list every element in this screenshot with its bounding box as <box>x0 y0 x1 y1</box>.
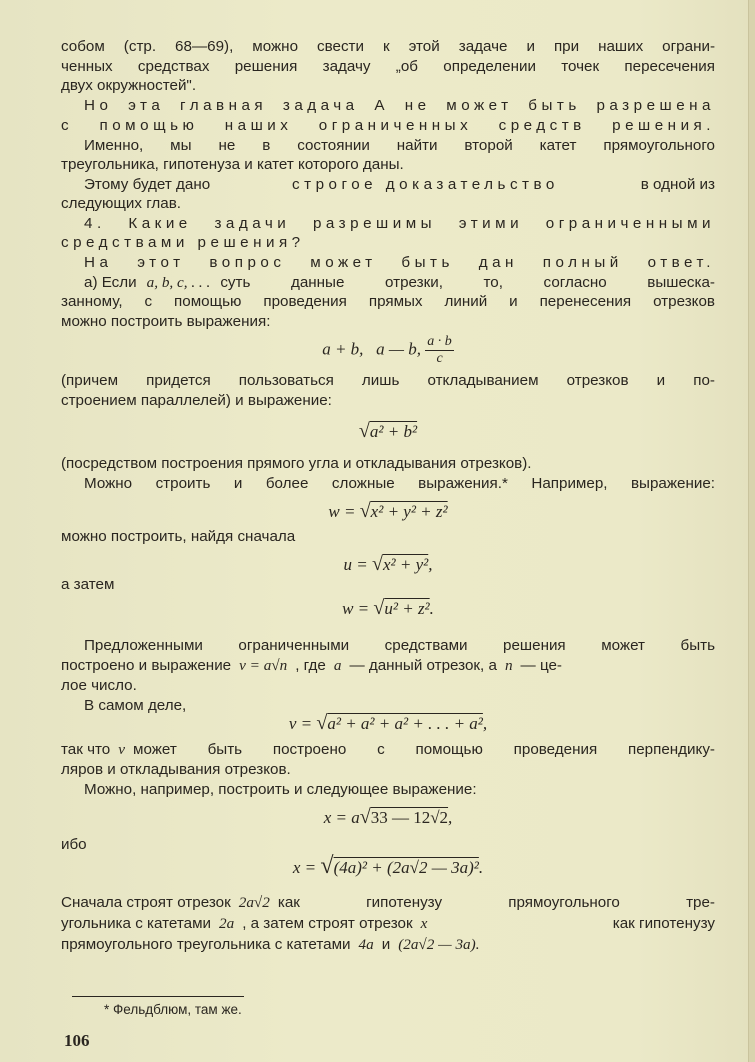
text-line: двух окружностей". <box>61 77 197 94</box>
math-inline: v = a√n <box>239 657 288 674</box>
text-span: угольника с катетами <box>61 915 211 932</box>
text-line: занному, с помощью проведения прямых линий и перенесения отрезков <box>61 293 715 310</box>
radicand: 33 — 12√2 <box>370 808 449 827</box>
text-line: ляров и откладывания отрезков. <box>61 761 291 778</box>
formula-hypotenuse <box>61 420 715 443</box>
text-span: суть данные отрезки, то, согласно вышеска- <box>220 274 715 291</box>
sqrt-icon: √ <box>359 500 371 522</box>
math-lhs: w = <box>342 599 374 618</box>
text-line: можно построить выражения: <box>61 313 271 330</box>
formula-w2 <box>61 597 715 620</box>
fraction-denominator: c <box>436 351 443 366</box>
sqrt-icon: √ <box>359 806 371 828</box>
text-span: прямоугольного треугольника с катетами <box>61 936 351 953</box>
section-heading: средствами решения? <box>61 234 305 251</box>
emphasis-span: строгое доказательство <box>292 176 559 193</box>
math-lhs: u = <box>343 555 372 574</box>
fraction <box>425 334 454 367</box>
radicand: x² + y² + z² <box>370 502 448 521</box>
text-span: Этому будет дано <box>84 176 211 193</box>
punct: . <box>478 858 484 877</box>
radicand: u² + z² <box>384 599 430 618</box>
math-lhs: w = <box>328 502 360 521</box>
sqrt-icon: √ <box>316 712 328 734</box>
text-span: — це- <box>520 657 562 674</box>
text-span: как гипотенузу <box>612 915 715 932</box>
text-line: треугольника, гипотенуза и катет которого даны. <box>61 156 404 173</box>
text-span: — данный отрезок, а <box>349 657 497 674</box>
math-expr: a — b, <box>376 339 422 359</box>
radicand: (4a)² + (2a√2 — 3a)² <box>333 858 479 877</box>
text-span: построено и выражение <box>61 657 232 674</box>
radicand: a² + a² + a² + . . . + a² <box>327 714 483 733</box>
text-line: (причем придется пользоваться лишь откладыванием отрезков и по- <box>61 372 715 389</box>
sqrt-icon: √ <box>320 853 334 879</box>
page-edge <box>748 0 755 1062</box>
text-span: , а затем строят отрезок <box>242 915 413 932</box>
spaced-text-line: На этот вопрос может быть дан полный ответ. <box>84 254 715 271</box>
punct: , <box>482 714 488 733</box>
text-line: (посредством построения прямого угла и откладывания отрезков). <box>61 455 532 472</box>
math-lhs: x = a <box>323 808 360 827</box>
text-line: строением параллелей) и выражение: <box>61 392 332 409</box>
radicand: x² + y² <box>382 555 429 574</box>
formula-sum-diff-frac <box>61 334 715 367</box>
math-inline: x <box>420 915 428 932</box>
text-line <box>61 915 715 933</box>
formula-x1 <box>61 806 715 829</box>
math-inline: a <box>333 657 342 674</box>
text-line: а затем <box>61 576 115 593</box>
spaced-text-line: с помощью наших ограниченных средств решения. <box>61 117 715 134</box>
text-span: и <box>381 936 391 953</box>
math-expr: a + b, <box>322 339 364 359</box>
text-line: лое число. <box>61 677 137 694</box>
sqrt-icon: √ <box>373 597 385 619</box>
math-inline: n <box>504 657 513 674</box>
fraction-numerator: a · b <box>427 334 452 349</box>
text-span: в одной из <box>640 176 715 193</box>
text-line: Именно, мы не в состоянии найти второй катет прямоугольного <box>84 137 715 154</box>
text-line: ченных средствах решения задачу „об определении точек пересечения <box>61 58 715 75</box>
text-span: Сначала строят отрезок <box>61 894 231 911</box>
text-line: ибо <box>61 836 87 853</box>
page-number: 106 <box>64 1031 90 1050</box>
text-line <box>61 741 715 759</box>
text-line: Можно, например, построить и следующее выражение: <box>84 781 477 798</box>
text-line: В самом деле, <box>84 697 187 714</box>
sqrt-icon: √ <box>371 553 383 575</box>
text-line <box>61 894 715 912</box>
math-inline: 2a <box>219 915 235 932</box>
text-line: следующих глав. <box>61 195 182 212</box>
math-vars: a, b, c, . . . <box>146 274 211 291</box>
text-line: можно построить, найдя сначала <box>61 528 296 545</box>
math-lhs: v = <box>288 714 317 733</box>
math-inline: v <box>118 741 125 758</box>
spaced-text-line: Но эта главная задача А не может быть разрешена <box>84 97 715 114</box>
formula-u <box>61 553 715 576</box>
text-line <box>84 176 715 193</box>
footnote: * Фельдблюм, там же. <box>104 1002 242 1017</box>
text-span: так что <box>61 741 111 758</box>
text-line: собом (стр. 68—69), можно свести к этой задаче и при наших ограни- <box>61 38 715 55</box>
math-inline: (2a√2 — 3a). <box>398 936 480 953</box>
text-span: а) Если <box>84 274 137 291</box>
text-line: Можно строить и более сложные выражения.* Например, выражение: <box>84 475 715 492</box>
formula-w <box>61 500 715 523</box>
text-line <box>84 274 715 292</box>
text-span: может быть построено с помощью проведения перпендику- <box>133 741 715 758</box>
footnote-divider <box>72 996 244 997</box>
text-line <box>61 657 715 675</box>
sqrt-icon: √ <box>358 420 370 442</box>
math-inline: 2a√2 <box>238 894 270 911</box>
text-line <box>61 936 715 954</box>
punct: . <box>429 599 434 618</box>
text-span: как гипотенузу прямоугольного тре- <box>277 894 715 911</box>
section-heading: 4. Какие задачи разрешимы этими ограниченными <box>84 215 715 232</box>
math-lhs: x = <box>292 858 321 877</box>
formula-x2 <box>61 853 715 880</box>
text-line: Предложенными ограниченными средствами решения может быть <box>84 637 715 654</box>
punct: , <box>448 808 453 827</box>
formula-v <box>61 712 715 735</box>
math-inline: 4a <box>358 936 374 953</box>
radicand: a² + b² <box>369 422 418 441</box>
punct: , <box>428 555 433 574</box>
text-span: , где <box>295 657 326 674</box>
